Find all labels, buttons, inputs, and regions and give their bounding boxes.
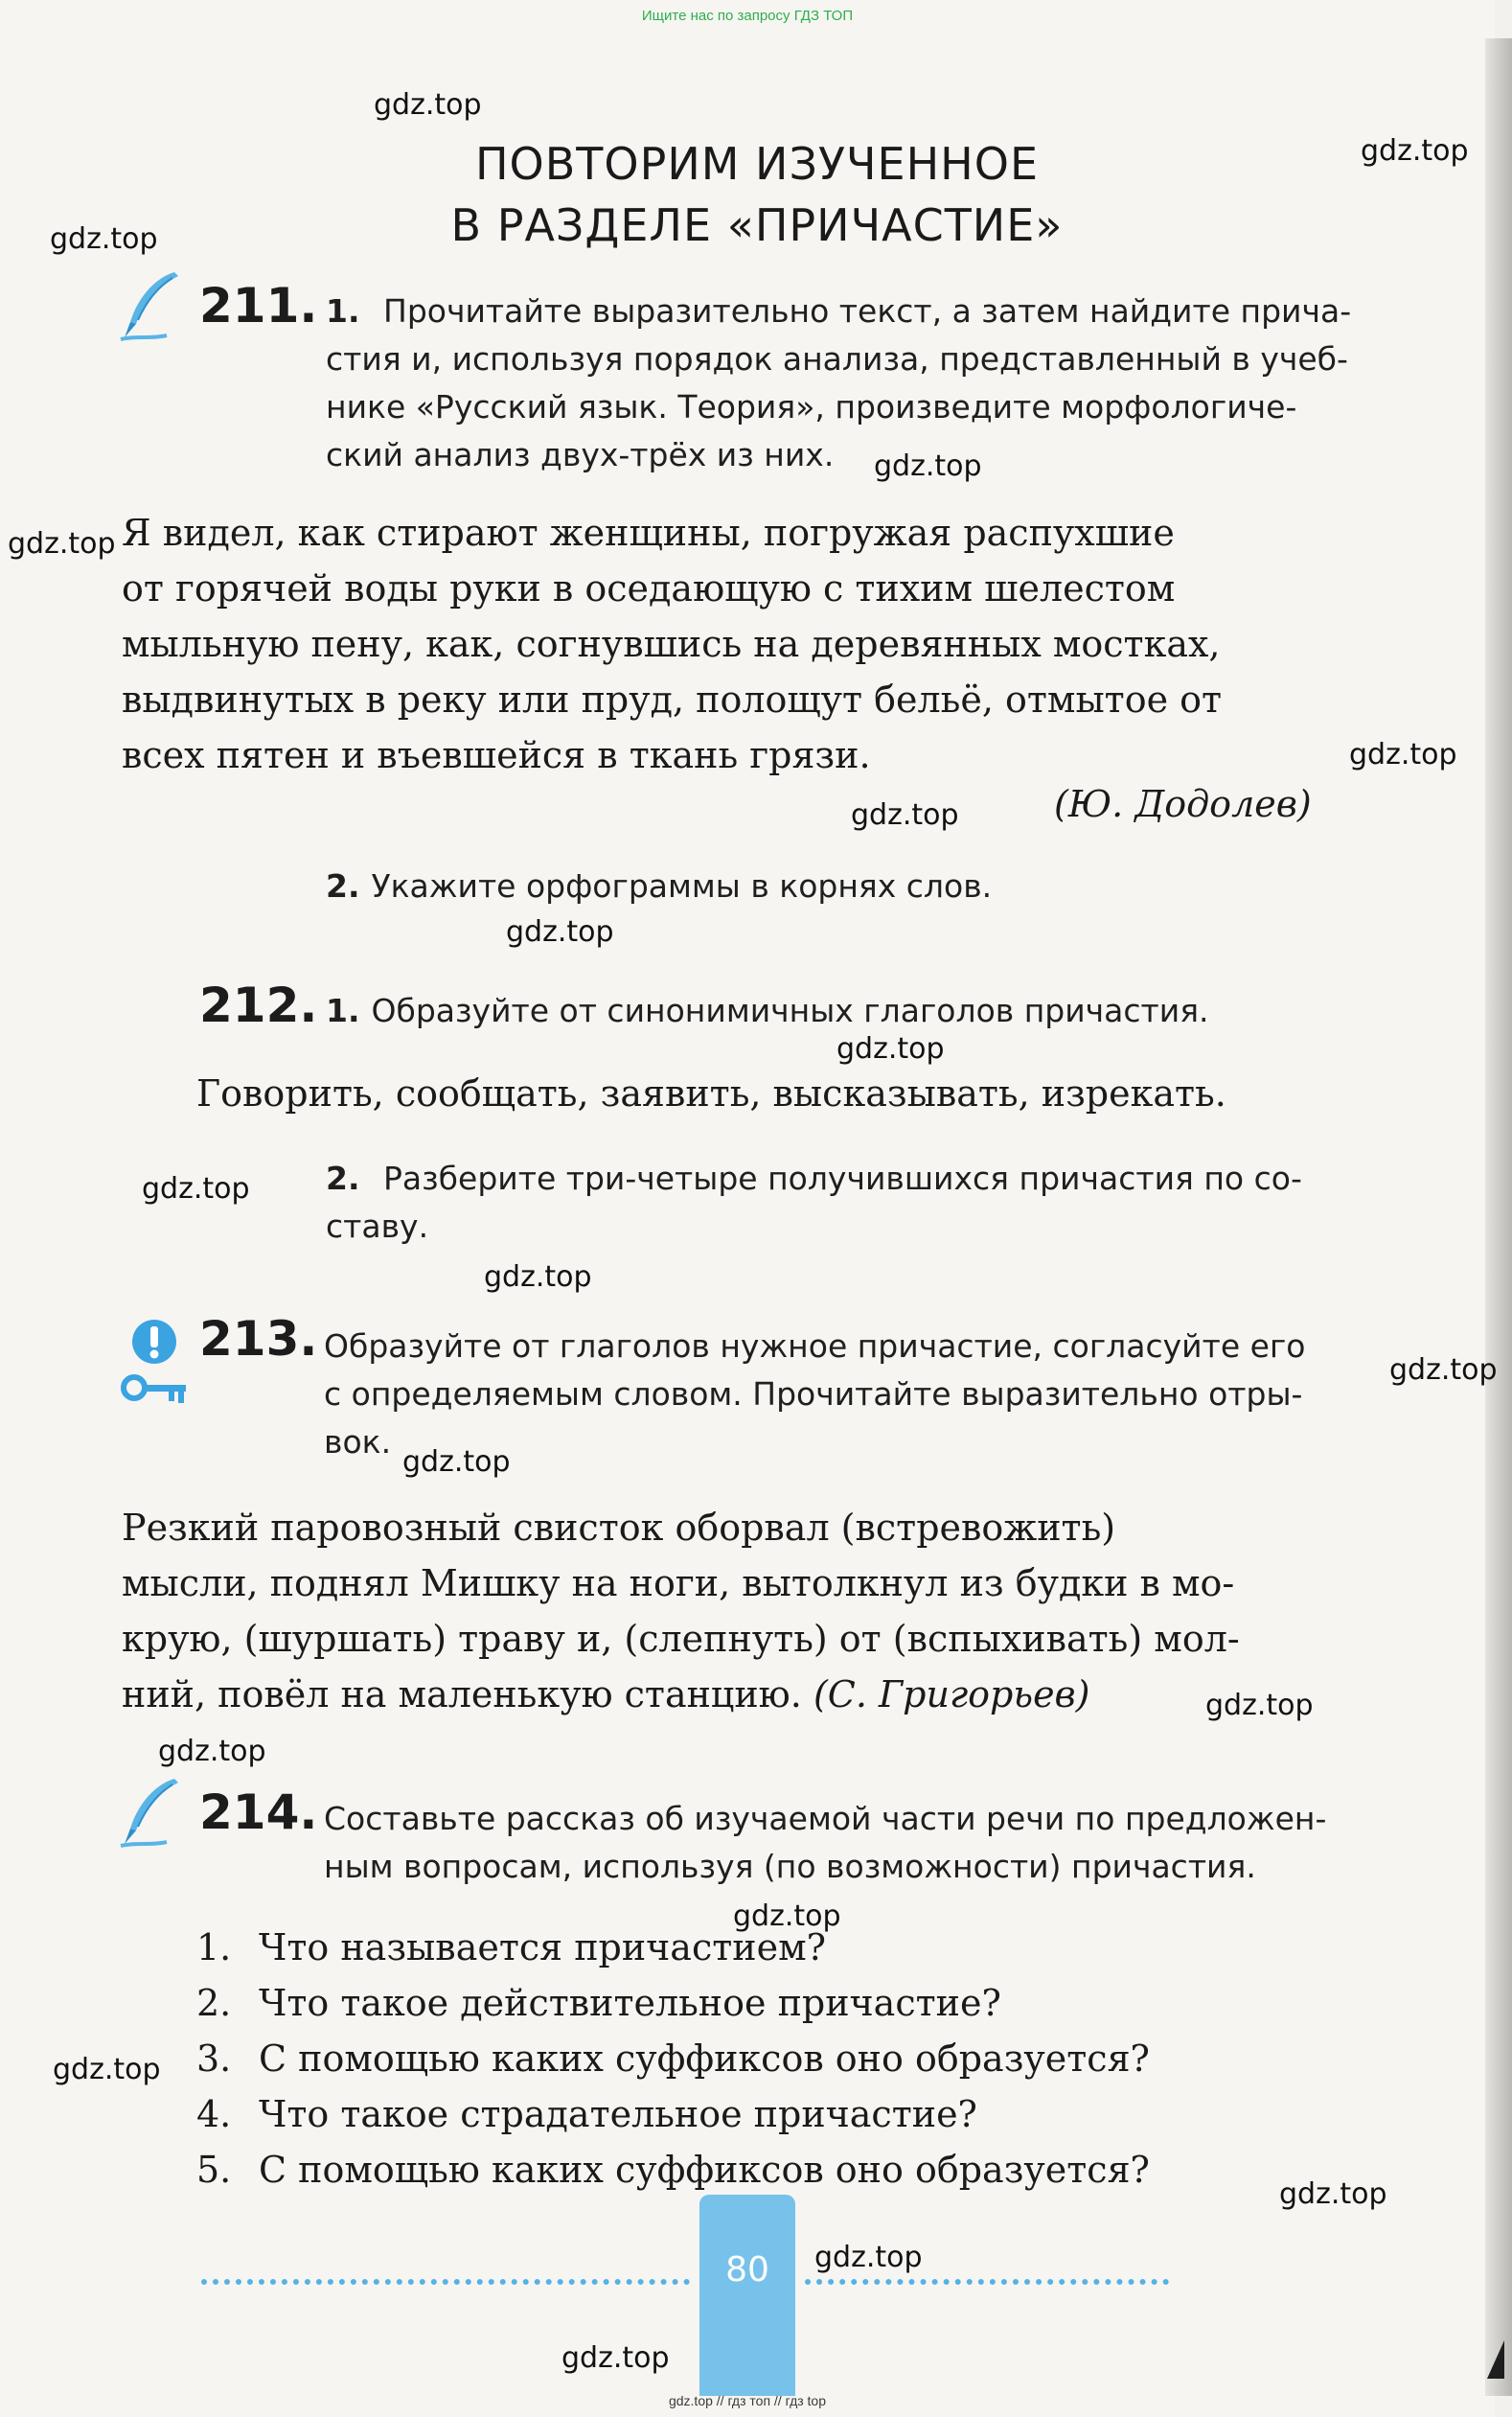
exercise-212-task-1	[326, 987, 1385, 1035]
exercise-211-task-1	[326, 288, 1385, 479]
watermark: gdz.top	[874, 449, 982, 483]
task-line: ставу.	[326, 1208, 429, 1245]
task-line: вок.	[324, 1423, 392, 1461]
watermark: gdz.top	[484, 1260, 592, 1294]
page-number: 80	[725, 2250, 769, 2290]
footer-dots-right	[805, 2279, 1169, 2285]
watermark: gdz.top	[1205, 1689, 1314, 1722]
feather-pen-icon	[117, 1775, 184, 1852]
feather-pen-icon	[117, 268, 184, 345]
question-item: 2. Что такое действительное причастие?	[196, 1982, 1001, 2024]
exercise-214-questions	[196, 1920, 1150, 2198]
page-corner	[1487, 2340, 1504, 2379]
exclamation-icon	[130, 1318, 178, 1366]
footer-note: gdz.top // гдз топ // гдз top	[668, 2393, 827, 2408]
watermark: gdz.top	[851, 798, 959, 832]
watermark: gdz.top	[733, 1899, 841, 1933]
watermark: gdz.top	[1279, 2177, 1387, 2211]
watermark: gdz.top	[158, 1735, 266, 1768]
header-note: Ищите нас по запросу ГДЗ ТОП	[641, 8, 854, 24]
text-line: всех пятен и въевшейся в ткань грязи.	[122, 734, 871, 776]
task-line: Разберите три-четыре получившихся причастия по со-	[383, 1160, 1302, 1197]
text-line: от горячей воды руки в оседающую с тихим шелестом	[122, 567, 1176, 610]
task-number: 1.	[326, 292, 360, 330]
text-line	[122, 1667, 1384, 1722]
watermark: gdz.top	[1389, 1353, 1498, 1387]
key-icon	[121, 1369, 190, 1407]
task-text: Укажите орфограммы в корнях слов.	[371, 867, 993, 905]
question-item: 4. Что такое страдательное причастие?	[196, 2093, 977, 2135]
exercise-213-author: (С. Григорьев)	[813, 1673, 1090, 1715]
exercise-number-213: 213.	[199, 1311, 318, 1367]
task-line: нике «Русский язык. Теория», произведите морфологиче-	[326, 388, 1297, 426]
exercise-211-text	[122, 505, 1384, 783]
page-edge	[1485, 38, 1512, 2396]
watermark: gdz.top	[8, 527, 116, 561]
page-number-tab	[699, 2195, 795, 2396]
exercise-212-task-2	[326, 1155, 1385, 1251]
exercise-number-214: 214.	[199, 1784, 318, 1840]
exercise-214-task	[324, 1795, 1385, 1891]
watermark: gdz.top	[814, 2241, 923, 2274]
task-line: стия и, используя порядок анализа, представленный в учеб-	[326, 340, 1348, 378]
watermark: gdz.top	[1361, 134, 1469, 168]
exercise-211-task-2	[326, 863, 1385, 910]
watermark: gdz.top	[561, 2341, 670, 2375]
text-line-end: ний, повёл на маленькую станцию.	[122, 1673, 802, 1715]
task-number: 2.	[326, 867, 360, 905]
watermark: gdz.top	[53, 2053, 161, 2086]
exercise-number-211: 211.	[199, 278, 318, 334]
exercise-213-text	[122, 1500, 1384, 1722]
text-line: мысли, поднял Мишку на ноги, вытолкнул из будки в мо-	[122, 1562, 1235, 1604]
watermark: gdz.top	[1349, 738, 1457, 771]
exercise-212-words: Говорить, сообщать, заявить, высказывать, изрекать.	[196, 1072, 1226, 1115]
text-line: крую, (шуршать) траву и, (слепнуть) от (вспыхивать) мол-	[122, 1618, 1240, 1660]
text-line: выдвинутых в реку или пруд, полощут бельё, отмытое от	[122, 679, 1223, 721]
task-line: ным вопросам, используя (по возможности) причастия.	[324, 1848, 1256, 1885]
task-line: Составьте рассказ об изучаемой части речи по предложен-	[324, 1800, 1327, 1837]
question-item: 5. С помощью каких суффиксов оно образуется?	[196, 2149, 1150, 2191]
task-number: 2.	[326, 1160, 360, 1197]
task-number: 1.	[326, 992, 360, 1029]
exercise-number-212: 212.	[199, 978, 318, 1033]
task-line: ский анализ двух-трёх из них.	[326, 436, 835, 473]
watermark: gdz.top	[836, 1032, 945, 1066]
task-line: Прочитайте выразительно текст, а затем найдите прича-	[383, 292, 1352, 330]
watermark: gdz.top	[402, 1445, 511, 1479]
section-title-line-1: ПОВТОРИМ ИЗУЧЕННОЕ	[474, 138, 1040, 190]
task-line: Образуйте от глаголов нужное причастие, согласуйте его	[324, 1327, 1306, 1365]
text-line: Резкий паровозный свисток оборвал (встревожить)	[122, 1507, 1116, 1549]
task-line: с определяемым словом. Прочитайте выразительно отры-	[324, 1375, 1303, 1413]
text-line: Я видел, как стирают женщины, погружая распухшие	[122, 512, 1175, 554]
task-text: Образуйте от синонимичных глаголов причастия.	[371, 992, 1209, 1029]
exercise-211-author: (Ю. Додолев)	[1054, 783, 1312, 825]
question-item: 3. С помощью каких суффиксов оно образуется?	[196, 2037, 1150, 2080]
watermark: gdz.top	[142, 1172, 250, 1206]
text-line: мыльную пену, как, согнувшись на деревянных мостках,	[122, 623, 1221, 665]
section-title-line-2: В РАЗДЕЛЕ «ПРИЧАСТИЕ»	[450, 199, 1064, 251]
watermark: gdz.top	[374, 88, 482, 122]
footer-dots-left	[201, 2279, 690, 2285]
question-item: 1. Что называется причастием?	[196, 1926, 827, 1968]
watermark: gdz.top	[506, 915, 614, 949]
watermark: gdz.top	[50, 222, 158, 256]
